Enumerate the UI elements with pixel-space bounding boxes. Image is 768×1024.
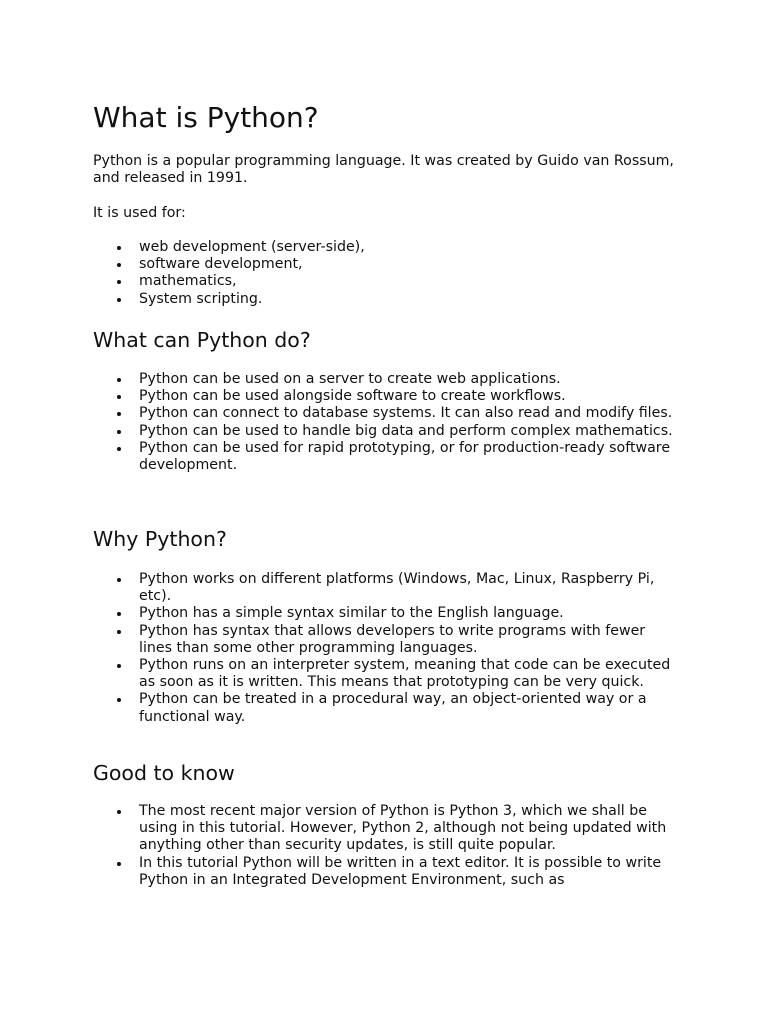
good-list bbox=[93, 803, 693, 889]
why-heading: Why Python? bbox=[93, 527, 227, 551]
used-for-label: It is used for: bbox=[93, 205, 186, 221]
list-item: web development (server-side), bbox=[93, 239, 675, 256]
list-item: Python can be used alongside software to create workflows. bbox=[93, 388, 675, 405]
list-item: The most recent major version of Python is Python 3, which we shall be using in this tutorial. However, Python 2, although not being updated with anything other than security updates, is still quite popular. bbox=[93, 803, 675, 855]
list-item: Python can be used for rapid prototyping, or for production-ready software development. bbox=[93, 440, 675, 474]
list-item: Python can connect to database systems. It can also read and modify files. bbox=[93, 405, 675, 422]
why-list bbox=[93, 571, 693, 726]
list-item: Python runs on an interpreter system, meaning that code can be executed as soon as it is written. This means that prototyping can be very quick. bbox=[93, 657, 675, 691]
list-item: In this tutorial Python will be written in a text editor. It is possible to write Python in an Integrated Development Environment, such as bbox=[93, 855, 675, 889]
intro-paragraph: Python is a popular programming language. It was created by Guido van Rossum, and released in 1991. bbox=[93, 153, 674, 187]
list-item: Python works on different platforms (Windows, Mac, Linux, Raspberry Pi, etc). bbox=[93, 571, 675, 605]
list-item: mathematics, bbox=[93, 273, 675, 290]
list-item: Python can be treated in a procedural way, an object-oriented way or a functional way. bbox=[93, 691, 675, 725]
list-item: Python can be used to handle big data and perform complex mathematics. bbox=[93, 423, 675, 440]
list-item: Python has a simple syntax similar to the English language. bbox=[93, 605, 675, 622]
used-for-list bbox=[93, 239, 693, 308]
list-item: Python can be used on a server to create web applications. bbox=[93, 371, 675, 388]
list-item: System scripting. bbox=[93, 291, 675, 308]
what-can-list bbox=[93, 371, 693, 474]
page-title: What is Python? bbox=[93, 101, 319, 134]
what-can-heading: What can Python do? bbox=[93, 328, 311, 352]
list-item: software development, bbox=[93, 256, 675, 273]
list-item: Python has syntax that allows developers to write programs with fewer lines than some other programming languages. bbox=[93, 623, 675, 657]
good-heading: Good to know bbox=[93, 761, 235, 785]
